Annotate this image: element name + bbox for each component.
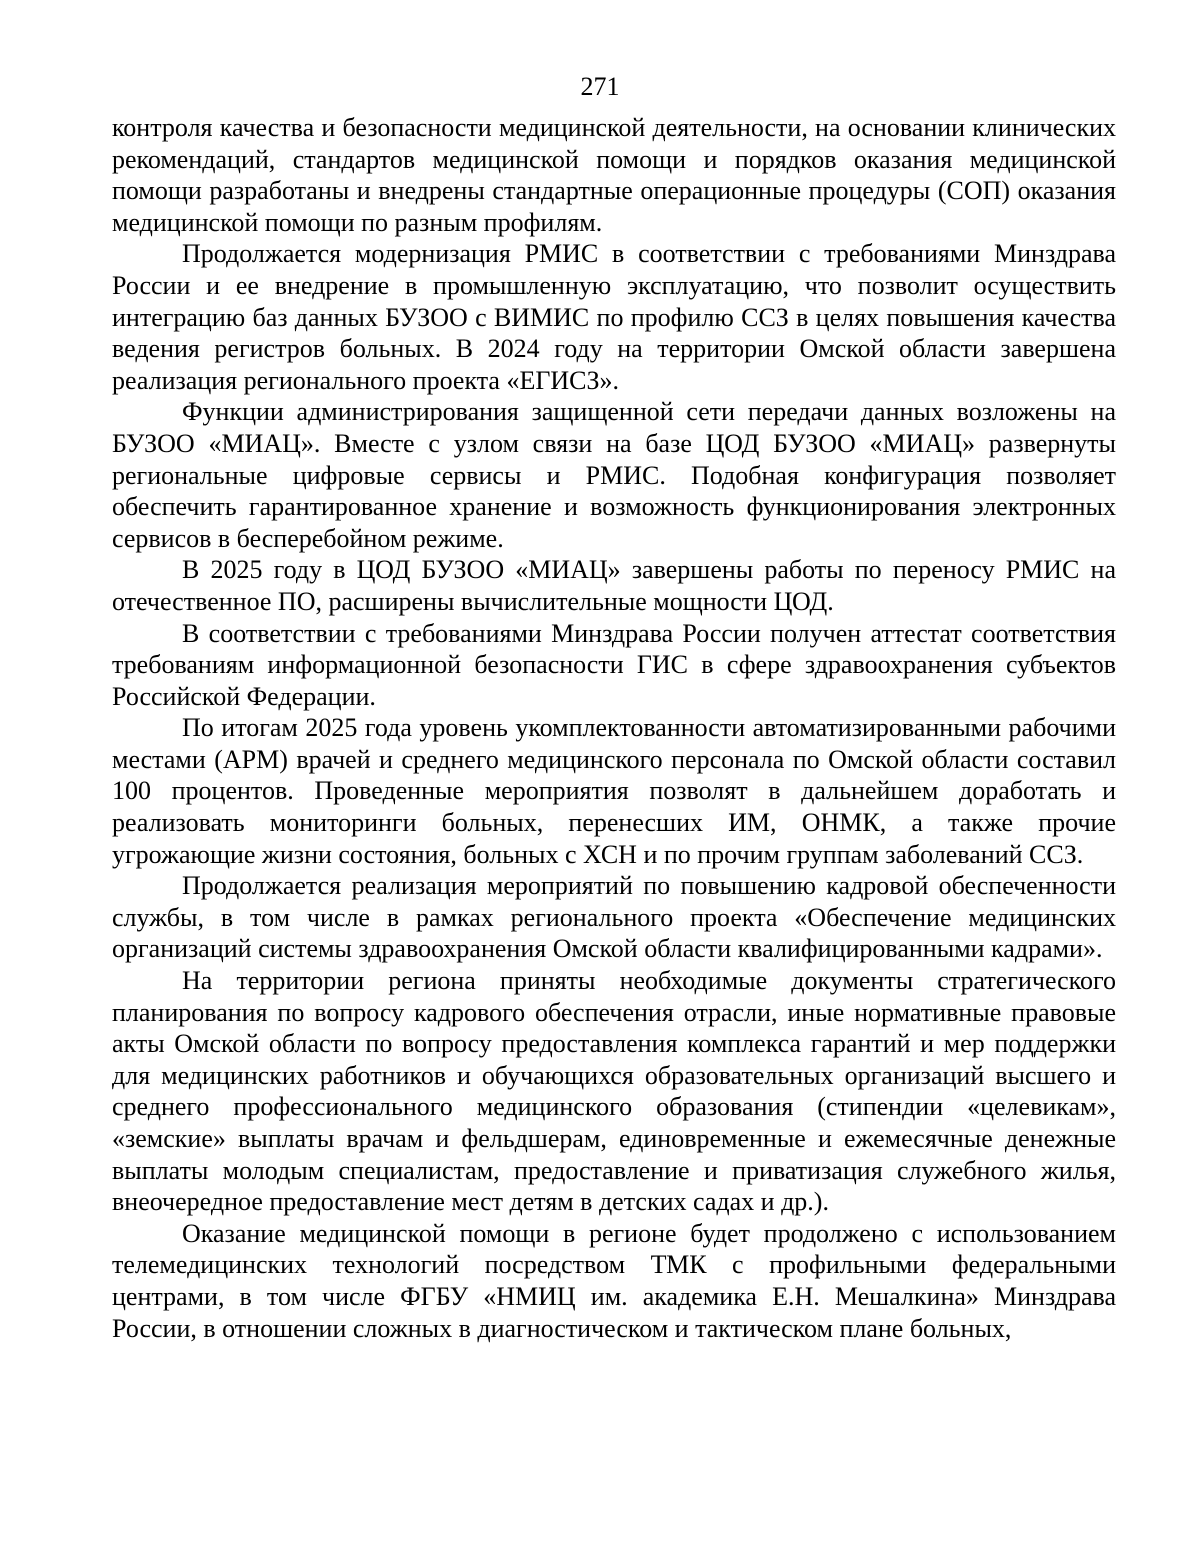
paragraph-security-certificate: В соответствии с требованиями Минздрава России получен аттестат соответствия требованиям информационной безопасности ГИС в сфере здравоохранения субъектов Российской Федерации. (112, 618, 1116, 711)
paragraph-rmis-migration: В 2025 году в ЦОД БУЗОО «МИАЦ» завершены работы по переносу РМИС на отечественное ПО, расширены вычислительные мощности ЦОД. (112, 555, 1116, 616)
paragraph-telemedicine: Оказание медицинской помощи в регионе будет продолжено с использованием телемедицинских технологий посредством ТМК с профильными федеральными центрами, в том числе ФГБУ «НМИЦ им. академика Е.Н. Мешалкина» Минздрава России, в отношении сложных в диагностическом и тактическом плане больных, (112, 1218, 1116, 1343)
paragraph-continuation: контроля качества и безопасности медицинской деятельности, на основании клинических рекомендаций, стандартов медицинской помощи и порядков оказания медицинской помощи разработаны и внедрены стандартные операционные процедуры (СОП) оказания медицинской помощи по разным профилям. (112, 113, 1116, 237)
paragraph-workstations: По итогам 2025 года уровень укомплектованности автоматизированными рабочими местами (АРМ) врачей и среднего медицинского персонала по Омской области составил 100 процентов. Проведенные мероприятия позволят в дальнейшем доработать и реализовать мониторинги больных, перенесших ИМ, ОНМК, а также прочие угрожающие жизни состояния, больных с ХСН и по прочим группам заболеваний ССЗ. (112, 713, 1116, 869)
paragraph-regulatory-documents: На территории региона приняты необходимые документы стратегического планирования по вопросу кадрового обеспечения отрасли, иные нормативные правовые акты Омской области по вопросу предоставления комплекса гарантий и мер поддержки для медицинских работников и обучающихся образовательных организаций высшего и среднего профессионального медицинского образования (стипендии «целевикам», «земские» выплаты врачам и фельдшерам, единовременные и ежемесячные денежные выплаты молодым специалистам, предоставление и приватизация служебного жилья, внеочередное предоставление мест детям в детских садах и др.). (112, 966, 1116, 1217)
paragraph-staffing: Продолжается реализация мероприятий по повышению кадровой обеспеченности службы, в том числе в рамках регионального проекта «Обеспечение медицинских организаций системы здравоохранения Омской области квалифицированными кадрами». (112, 871, 1116, 964)
paragraph-rmis-modernization: Продолжается модернизация РМИС в соответствии с требованиями Минздрава России и ее внедрение в промышленную эксплуатацию, что позволит осуществить интеграцию баз данных БУЗОО с ВИМИС по профилю ССЗ в целях повышения качества ведения регистров больных. В 2024 году на территории Омской области завершена реализация регионального проекта «ЕГИСЗ». (112, 239, 1116, 395)
document-body (112, 112, 1116, 1344)
paragraph-network-administration: Функции администрирования защищенной сети передачи данных возложены на БУЗОО «МИАЦ». Вместе с узлом связи на базе ЦОД БУЗОО «МИАЦ» развернуты региональные цифровые сервисы и РМИС. Подобная конфигурация позволяет обеспечить гарантированное хранение и возможность функционирования электронных сервисов в бесперебойном режиме. (112, 397, 1116, 553)
page-number: 271 (580, 72, 620, 101)
